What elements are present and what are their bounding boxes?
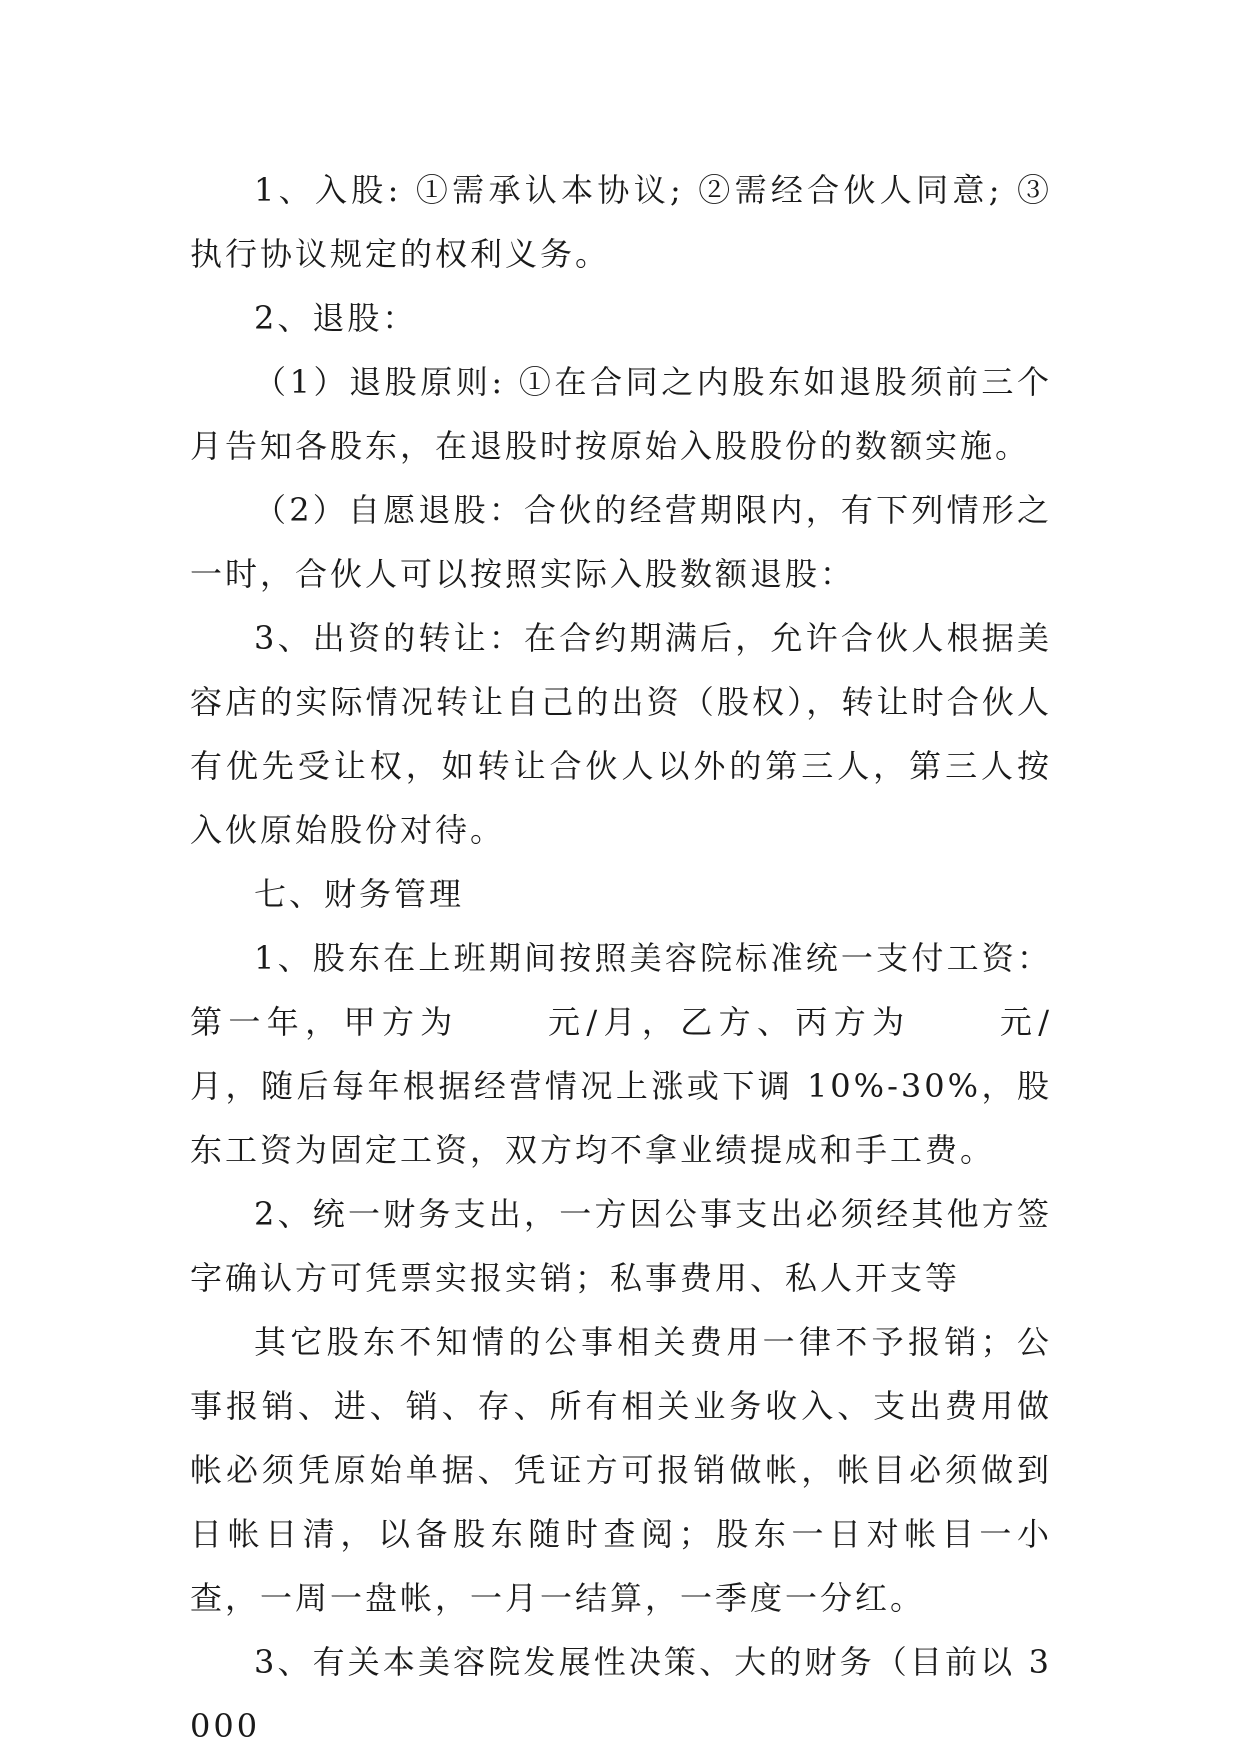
paragraph-salary (190, 926, 1052, 1182)
paragraph-voluntary-withdrawal: （2）自愿退股：合伙的经营期限内，有下列情形之一时，合伙人可以按照实际入股数额退股： (190, 491, 1052, 593)
paragraph-capital-transfer: 3、出资的转让：在合约期满后，允许合伙人根据美容店的实际情况转让自己的出资（股权），转让时合伙人有优先受让权，如转让合伙人以外的第三人，第三人按入伙原始股份对待。 (190, 619, 1052, 849)
salary-text-part-3: 元/月，随后每年根据经营情况上涨或下调 10%-30%，股东工资为固定工资，双方均不拿业绩提成和手工费。 (190, 1003, 1052, 1169)
paragraph-share-withdrawal: 2、退股： (254, 299, 418, 337)
salary-text-part-1: 1、股东在上班期间按照美容院标准统一支付工资：第一年，甲方为 (190, 939, 1052, 1041)
section-heading-financial-management: 七、财务管理 (254, 875, 465, 913)
document-body (190, 158, 1052, 1758)
paragraph-reimbursement-rules: 其它股东不知情的公事相关费用一律不予报销；公事报销、进、销、存、所有相关业务收入、支出费用做帐必须凭原始单据、凭证方可报销做帐，帐目必须做到日帐日清，以备股东随时查阅；股东一日对帐目一小查，一周一盘帐，一月一结算，一季度一分红。 (190, 1323, 1052, 1617)
salary-text-part-2: 元/月，乙方、丙方为 (544, 1003, 911, 1041)
paragraph-unified-expenditure: 2、统一财务支出，一方因公事支出必须经其他方签字确认方可凭票实报实销；私事费用、私人开支等 (190, 1195, 1052, 1297)
paragraph-share-entry: 1、入股: ①需承认本协议; ②需经合伙人同意; ③执行协议规定的权利义务。 (190, 171, 1052, 273)
paragraph-withdrawal-principle: （1）退股原则: ①在合同之内股东如退股须前三个月告知各股东，在退股时按原始入股股份的数额实施。 (190, 363, 1052, 465)
paragraph-major-decisions: 3、有关本美容院发展性决策、大的财务（目前以 3000 (190, 1643, 1052, 1745)
